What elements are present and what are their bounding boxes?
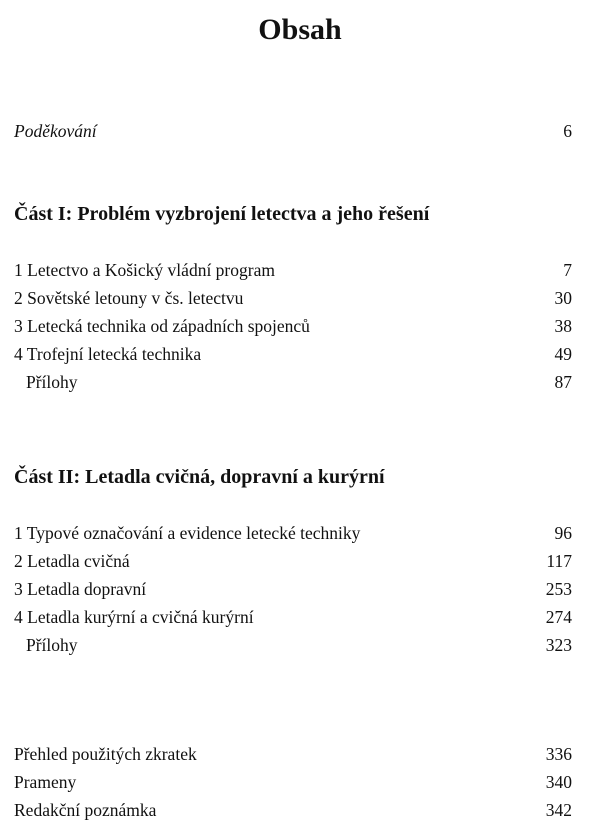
toc-entry-label: 4 Trofejní letecká technika xyxy=(14,344,202,364)
toc-entry-appendix xyxy=(14,370,572,394)
toc-entry-page: 323 xyxy=(545,635,572,655)
toc-entry-label: 1 Letectvo a Košický vládní program xyxy=(14,260,275,280)
toc-entry xyxy=(14,314,572,338)
toc-entry-page: 336 xyxy=(545,744,572,764)
toc-entry-page: 253 xyxy=(545,579,572,599)
toc-entry-acknowledgements xyxy=(14,119,572,143)
toc-entry xyxy=(14,577,572,601)
toc-entry-backmatter xyxy=(14,798,572,822)
toc-entry-page: 30 xyxy=(554,288,572,308)
toc-entry-label: 3 Letecká technika od západních spojenců xyxy=(14,316,310,336)
toc-entry-page: 117 xyxy=(546,551,572,571)
toc-entry-backmatter xyxy=(14,770,572,794)
toc-entry-label: 2 Sovětské letouny v čs. letectvu xyxy=(14,288,244,308)
toc-entry-page: 6 xyxy=(563,121,572,141)
toc-entry xyxy=(14,258,572,282)
toc-entry-page: 274 xyxy=(545,607,572,627)
toc-entry-label: 4 Letadla kurýrní a cvičná kurýrní xyxy=(14,607,254,627)
toc-entry-label: 1 Typové označování a evidence letecké techniky xyxy=(14,523,361,543)
part-2-heading: Část II: Letadla cvičná, dopravní a kurýrní xyxy=(14,466,385,488)
toc-entry xyxy=(14,521,572,545)
page-title: Obsah xyxy=(258,13,342,46)
toc-entry xyxy=(14,605,572,629)
toc-entry-page: 38 xyxy=(554,316,572,336)
toc-entry-backmatter xyxy=(14,742,572,766)
toc-entry-label: Poděkování xyxy=(14,121,97,141)
toc-entry xyxy=(14,286,572,310)
toc-entry-label: Přílohy xyxy=(26,635,78,655)
toc-entry xyxy=(14,342,572,366)
toc-entry-page: 87 xyxy=(554,372,572,392)
toc-entry-appendix xyxy=(14,633,572,657)
toc-entry xyxy=(14,549,572,573)
toc-entry-page: 49 xyxy=(554,344,572,364)
part-1-heading: Část I: Problém vyzbrojení letectva a jeho řešení xyxy=(14,203,430,225)
toc-entry-label: Prameny xyxy=(14,772,77,792)
toc-entry-label: Přílohy xyxy=(26,372,78,392)
toc-entry-label: Přehled použitých zkratek xyxy=(14,744,197,764)
toc-entry-label: 3 Letadla dopravní xyxy=(14,579,147,599)
toc-entry-page: 96 xyxy=(554,523,572,543)
toc-entry-page: 340 xyxy=(545,772,572,792)
toc-entry-label: Redakční poznámka xyxy=(14,800,157,820)
toc-entry-label: 2 Letadla cvičná xyxy=(14,551,130,571)
toc-entry-page: 7 xyxy=(563,260,572,280)
toc-entry-page: 342 xyxy=(545,800,572,820)
